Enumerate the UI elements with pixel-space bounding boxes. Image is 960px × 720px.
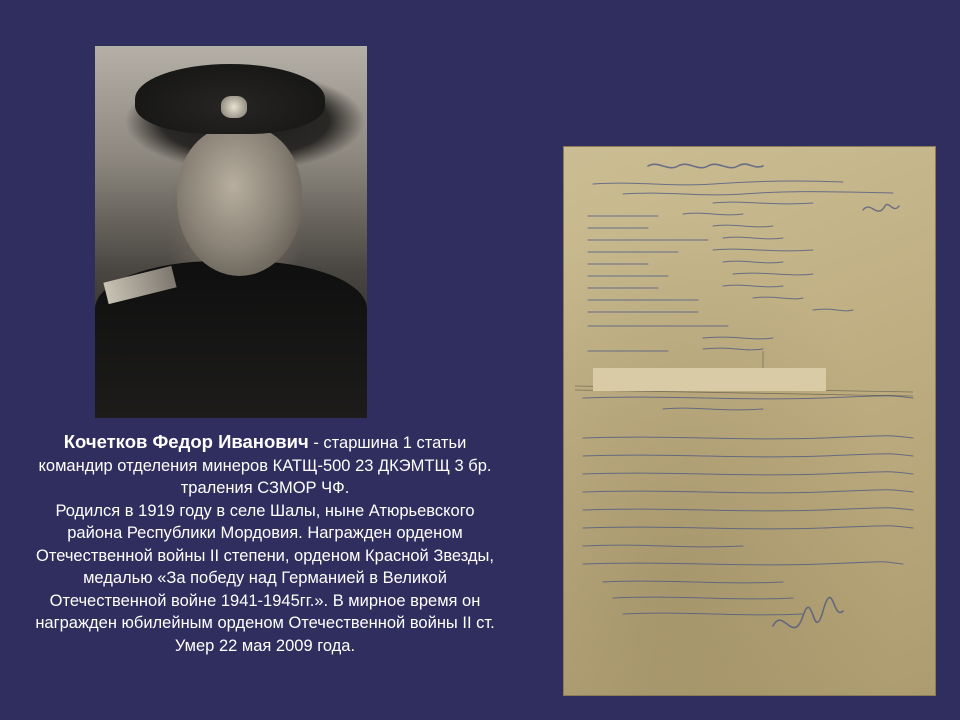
portrait-photo: [95, 46, 367, 418]
redacted-area: [593, 368, 826, 391]
cap-badge-icon: [221, 96, 247, 118]
award-document-scan: [563, 146, 936, 696]
handwritten-content: [563, 146, 936, 696]
face: [177, 126, 302, 276]
person-name: Кочетков Федор Иванович: [63, 431, 309, 452]
person-biography: Родился в 1919 году в селе Шалы, ныне Атюрьевского района Республики Мордовия. Награжден орденом Отечественной войны II степени, орденом Красной Звезды, медалью «За победу над Германией в Великой Отечественной войне 1941-1945гг.». В мирное время он награжден юбилейным орденом Отечественной войны II ст. Умер 22 мая 2009 года.: [35, 501, 495, 655]
caption: [30, 431, 500, 657]
person-description: старшина 1 статьи командир отделения минеров КАТЩ-500 23 ДКЭМТЩ 3 бр. траления СЗМОР ЧФ.: [38, 434, 492, 497]
name-separator: -: [308, 434, 324, 452]
